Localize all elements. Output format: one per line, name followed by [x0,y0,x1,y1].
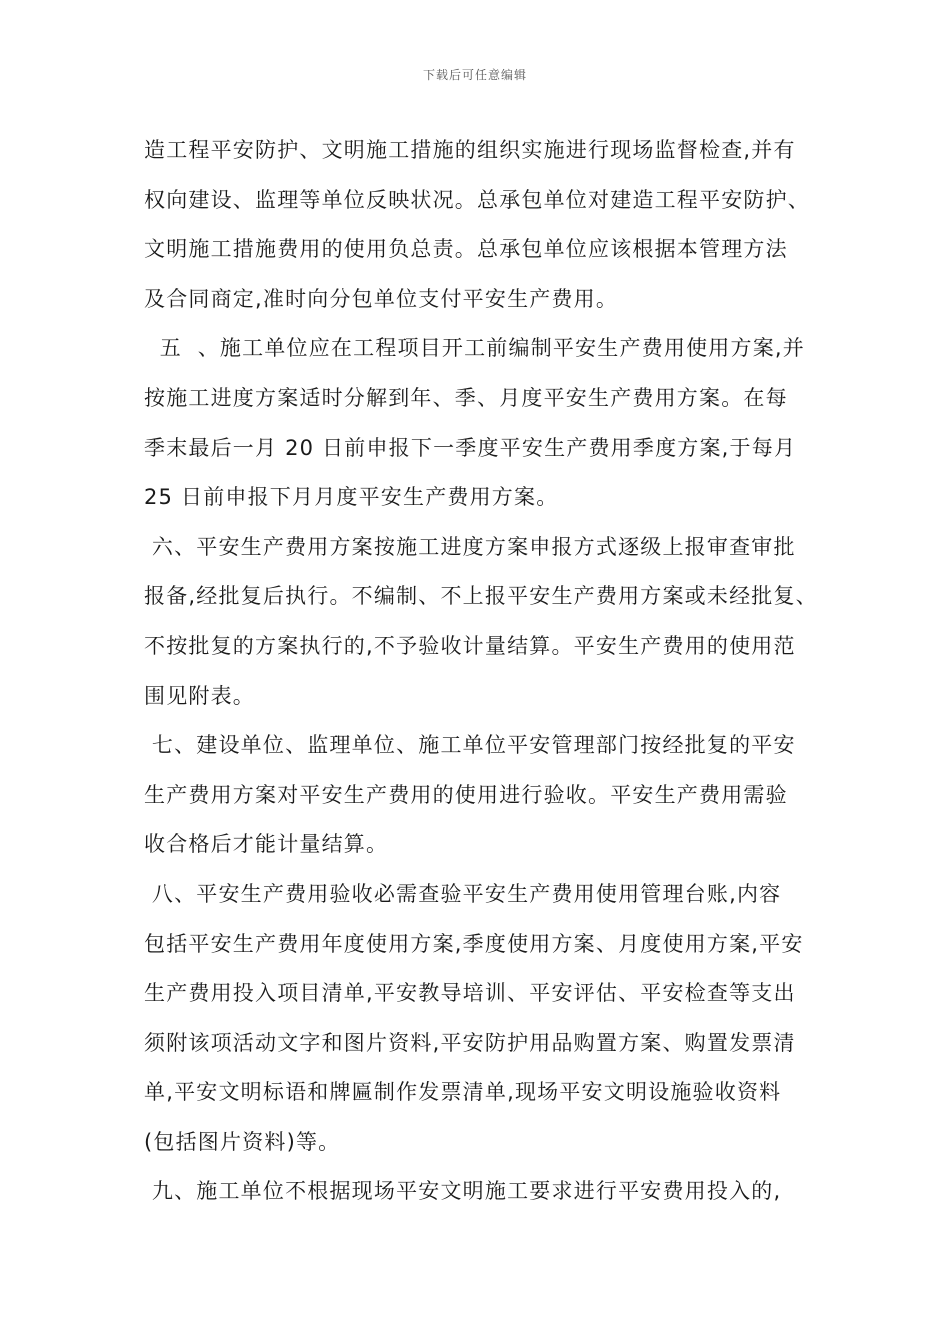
document-body [144,126,818,1217]
text-line: 权向建设、监理等单位反映状况。总承包单位对建造工程平安防护、 [144,187,810,212]
text-line: 单,平安文明标语和牌匾制作发票清单,现场平安文明设施验收资料 [144,1080,782,1105]
text-line: 及合同商定,准时向分包单位支付平安生产费用。 [144,286,619,311]
text-line: 不按批复的方案执行的,不予验收计量结算。平安生产费用的使用范 [144,633,796,658]
text-line: 六、平安生产费用方案按施工进度方案申报方式逐级上报审查审批 [144,534,796,559]
text-line: 按施工进度方案适时分解到年、季、月度平安生产费用方案。在每 [144,385,788,410]
text-line: 八、平安生产费用验收必需查验平安生产费用使用管理台账,内容 [144,881,782,906]
text-line: 季末最后一月 20 日前申报下一季度平安生产费用季度方案,于每月 [144,435,797,460]
page-header: 下载后可任意编辑 [422,68,527,82]
text-line: 九、施工单位不根据现场平安文明施工要求进行平安费用投入的, [144,1179,782,1204]
text-line: 生产费用方案对平安生产费用的使用进行验收。平安生产费用需验 [144,782,788,807]
text-line: 报备,经批复后执行。不编制、不上报平安生产费用方案或未经批复、 [144,584,818,609]
text-line: 围见附表。 [144,683,255,708]
text-line: 文明施工措施费用的使用负总责。总承包单位应该根据本管理方法 [144,237,788,262]
text-line: (包括图片资料)等。 [144,1129,341,1154]
text-line: 造工程平安防护、文明施工措施的组织实施进行现场监督检查,并有 [144,138,796,162]
text-line: 生产费用投入项目清单,平安教导培训、平安评估、平安检查等支出 [144,981,796,1006]
text-line: 须附该项活动文字和图片资料,平安防护用品购置方案、购置发票清 [144,1030,796,1055]
text-line: 收合格后才能计量结算。 [144,832,389,857]
text-line: 五 、施工单位应在工程项目开工前编制平安生产费用使用方案,并 [144,336,805,361]
text-line: 25 日前申报下月月度平安生产费用方案。 [144,485,559,510]
text-line: 七、建设单位、监理单位、施工单位平安管理部门按经批复的平安 [144,733,796,758]
text-line: 包括平安生产费用年度使用方案,季度使用方案、月度使用方案,平安 [144,931,804,956]
